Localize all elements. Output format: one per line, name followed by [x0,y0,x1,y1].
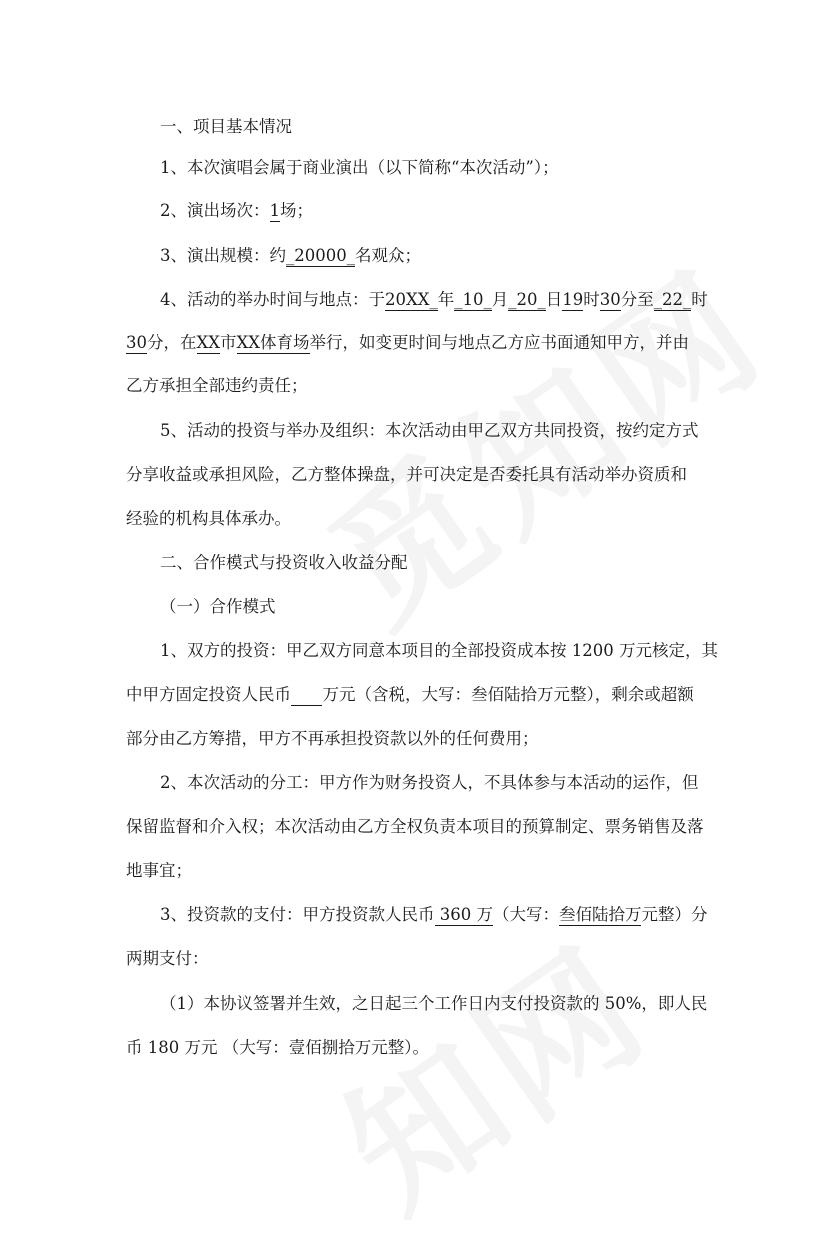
item-4-line-2: 币 180 万元 （大写：壹佰捌拾万元整）。 [126,1038,429,1057]
paragraph-5-line-1: 5、活动的投资与举办及组织：本次活动由甲乙双方共同投资，按约定方式 [160,421,699,440]
item-2-line-3: 地事宜； [126,861,192,880]
item-3-line-2: 两期支付： [126,949,209,968]
paragraph-3: 3、演出规模：约_20000_名观众； [160,246,421,265]
paragraph-4-line-1: 4、活动的举办时间与地点：于20XX_年_10_月_20_日19时30分至_22_时 [160,290,708,309]
section-heading-2: 二、合作模式与投资收入收益分配 [160,553,408,572]
item-4-line-1: （1）本协议签署并生效，之日起三个工作日内支付投资款的 50%，即人民 [160,994,708,1013]
item-2-line-2: 保留监督和介入权；本次活动由乙方全权负责本项目的预算制定、票务销售及落 [126,817,704,836]
item-1-line-3: 部分由乙方筹措，甲方不再承担投资款以外的任何费用； [126,729,539,748]
item-3-line-1: 3、投资款的支付：甲方投资款人民币 360 万（大写：叁佰陆拾万元整）分 [160,905,708,924]
item-1-line-2: 中甲方固定投资人民币 万元（含税，大写：叁佰陆拾万元整），剩余或超额 [126,685,694,704]
paragraph-2: 2、演出场次：1场； [160,201,313,220]
paragraph-1: 1、本次演唱会属于商业演出（以下简称“本次活动”）； [160,158,559,177]
section-heading-1: 一、项目基本情况 [160,117,292,136]
paragraph-4-line-2: 30分，在XX市XX体育场举行，如变更时间与地点乙方应书面通知甲方，并由 [126,333,689,352]
item-1-line-1: 1、双方的投资：甲乙双方同意本项目的全部投资成本按 1200 万元核定，其 [160,641,718,660]
paragraph-5-line-2: 分享收益或承担风险，乙方整体操盘，并可决定是否委托具有活动举办资质和 [126,465,687,484]
watermark-bottom [297,888,683,1248]
paragraph-4-line-3: 乙方承担全部违约责任； [126,376,308,395]
paragraph-5-line-3: 经验的机构具体承办。 [126,509,291,528]
item-2-line-1: 2、本次活动的分工：甲方作为财务投资人，不具体参与本活动的运作，但 [160,773,699,792]
subsection-heading: （一）合作模式 [160,597,276,616]
